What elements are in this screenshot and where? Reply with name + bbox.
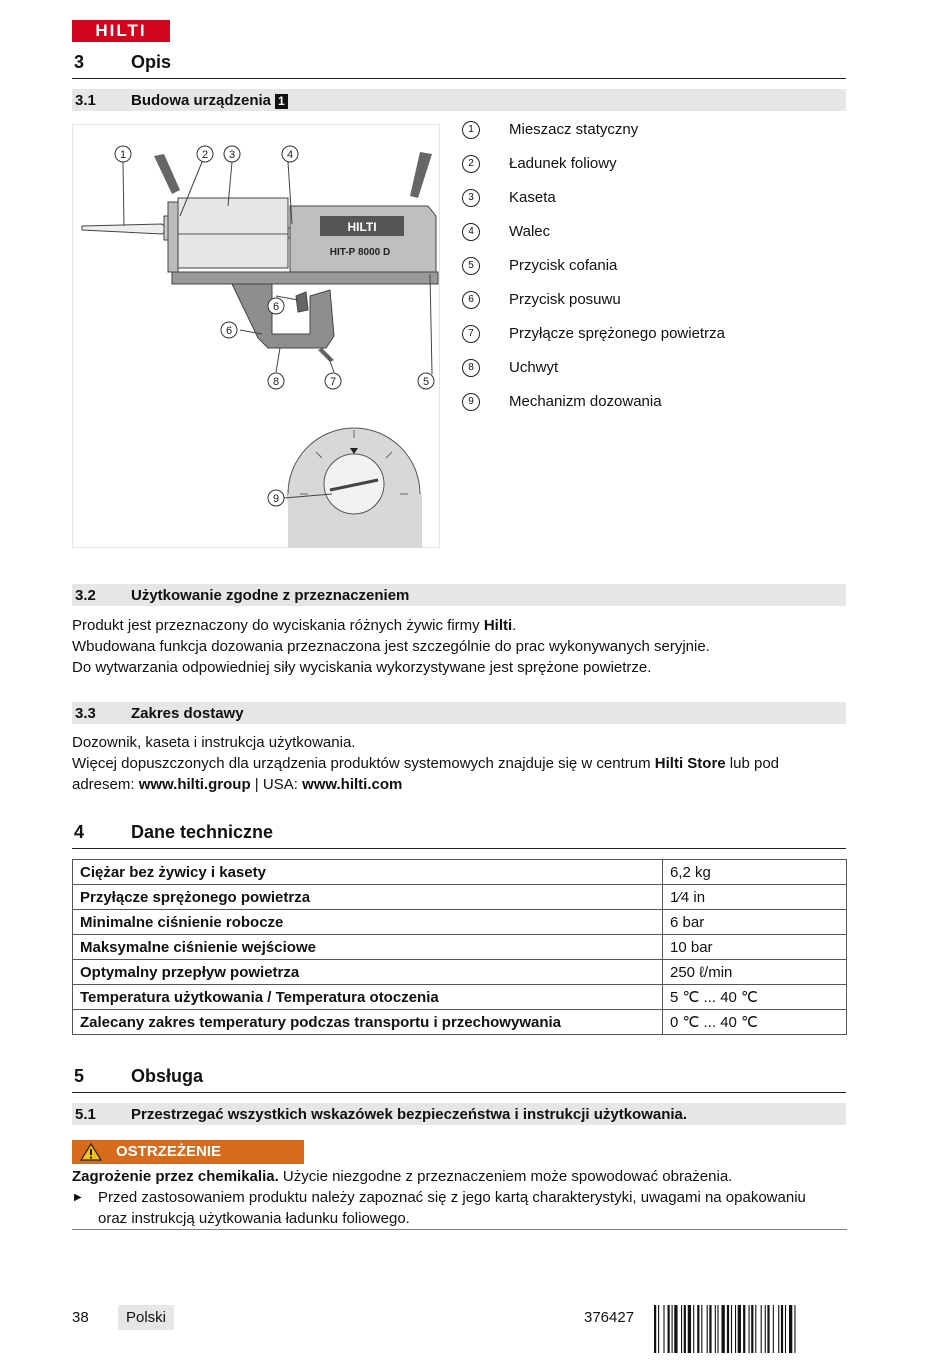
section-5-heading: [72, 1064, 846, 1093]
link-hilti-group: www.hilti.group: [138, 776, 251, 793]
document-number: 376427: [584, 1309, 635, 1326]
svg-text:5: 5: [422, 376, 430, 388]
paragraph-3-2: Produkt jest przeznaczony do wyciskania różnych żywic firmy Hilti. Wbudowana funkcja dozowania przeznaczona jest szczególnie do prac wykonywanych seryjnie. Do wytwarzania odpowiedniej siły wyciskania wykorzystywane jest sprężone powietrze.: [72, 617, 710, 676]
barcode-icon: [654, 1305, 848, 1353]
section-3-heading: [72, 50, 846, 79]
svg-text:1: 1: [119, 149, 127, 161]
table-row: Minimalne ciśnienie robocze 6 bar: [73, 910, 847, 935]
callout-6a: [268, 298, 284, 314]
section-title: Przestrzegać wszystkich wskazówek bezpieczeństwa i instrukcji użytkowania.: [131, 1106, 688, 1123]
callout-4: [282, 146, 298, 162]
section-number: 3.1: [75, 92, 96, 109]
section-number: 5.1: [75, 1106, 96, 1123]
warning-label: OSTRZEŻENIE: [116, 1143, 222, 1160]
cartridge: [178, 198, 288, 268]
callout-8: [268, 373, 284, 389]
svg-text:6: 6: [272, 301, 280, 313]
bullet-text: Przed zastosowaniem produktu należy zapoznać się z jego kartą charakterystyki, uwagami na opakowaniu oraz instrukcją użytkowania ładunku foliowego.: [98, 1189, 806, 1227]
section-title: Opis: [131, 52, 172, 72]
table-row: Temperatura użytkowania / Temperatura otoczenia 5 ℃ ... 40 ℃: [73, 985, 847, 1010]
figure-model-label: HIT-P 8000 D: [329, 247, 391, 258]
svg-text:3: 3: [228, 149, 236, 161]
callout-1: [115, 146, 131, 162]
warning-divider: [72, 1229, 847, 1230]
section-title: Obsługa: [131, 1066, 204, 1086]
link-hilti-com: www.hilti.com: [302, 776, 403, 793]
technical-data-table: [72, 859, 847, 1035]
table-row: Optymalny przepływ powietrza 250 ℓ/min: [73, 960, 847, 985]
section-number: 3.3: [75, 705, 96, 722]
svg-text:9: 9: [272, 493, 280, 505]
table-row: Maksymalne ciśnienie wejściowe 10 bar: [73, 935, 847, 960]
hilti-logo: HILTI: [72, 20, 170, 42]
svg-text:7: 7: [329, 376, 337, 388]
section-3-2-heading: [72, 584, 846, 606]
figure-brand-label: HILTI: [347, 220, 377, 234]
callout-3: [224, 146, 240, 162]
svg-text:4: 4: [286, 149, 294, 161]
section-4-heading: [72, 820, 846, 849]
section-5-1-heading: [72, 1103, 846, 1125]
language-badge: Polski: [118, 1305, 174, 1330]
section-title: [131, 92, 288, 109]
section-title: Zakres dostawy: [131, 705, 244, 722]
svg-text:6: 6: [225, 325, 233, 337]
warning-bullet: [72, 1187, 848, 1229]
warning-banner: [72, 1140, 304, 1164]
device-figure: [72, 124, 440, 548]
figure-reference: 1: [275, 94, 288, 109]
table-row: Przyłącze sprężonego powietrza 1⁄4 in: [73, 885, 847, 910]
callout-6b: [221, 322, 237, 338]
callout-2: [197, 146, 213, 162]
section-title-text: Budowa urządzenia: [131, 92, 272, 109]
page-number: 38: [72, 1309, 89, 1326]
table-row: Ciężar bez żywicy i kasety 6,2 kg: [73, 860, 847, 885]
section-title: Użytkowanie zgodne z przeznaczeniem: [131, 587, 410, 604]
warning-triangle-icon: [80, 1143, 102, 1161]
paragraph-3-3: Dozownik, kaseta i instrukcja użytkowania. Więcej dopuszczonych dla urządzenia produktów systemowych znajduje się w centrum Hilti Store lub pod adresem: www.hilti.group | USA: www.hilti.com: [72, 734, 780, 793]
section-3-3-heading: [72, 702, 846, 724]
section-number: 3: [74, 52, 85, 72]
section-title: Dane techniczne: [131, 822, 274, 842]
section-number: 5: [74, 1066, 85, 1086]
callout-5: [418, 373, 434, 389]
svg-text:2: 2: [201, 149, 209, 161]
table-row: Zalecany zakres temperatury podczas transportu i przechowywania 0 ℃ ... 40 ℃: [73, 1010, 847, 1035]
callout-9: [268, 490, 284, 506]
section-number: 3.2: [75, 587, 96, 604]
section-3-1-heading: [72, 89, 846, 111]
section-number: 4: [74, 822, 85, 842]
svg-text:8: 8: [272, 376, 280, 388]
bullet-arrow-icon: ▶: [74, 1192, 82, 1203]
warning-text: Zagrożenie przez chemikalia. Użycie niezgodne z przeznaczeniem może spowodować obrażenia.: [72, 1168, 733, 1185]
callout-7: [325, 373, 341, 389]
